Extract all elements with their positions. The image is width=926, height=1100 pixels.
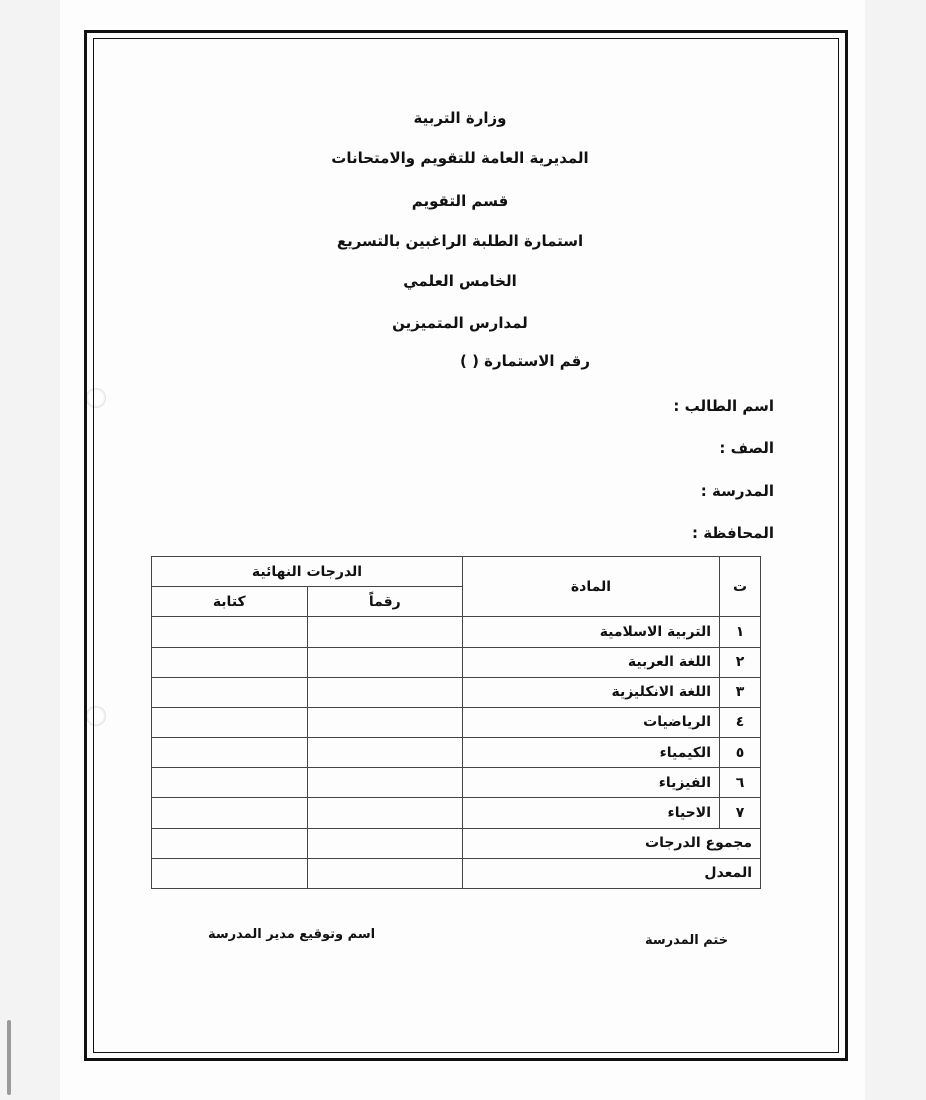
- total-label: مجموع الدرجات: [463, 828, 761, 858]
- row-subject: الفيزياء: [463, 768, 720, 798]
- subject-header: المادة: [463, 557, 720, 617]
- directorate-title: المديرية العامة للتقويم والامتحانات: [331, 149, 589, 167]
- total-digits-cell[interactable]: [307, 828, 463, 858]
- row-index: ٧: [720, 798, 761, 828]
- principal-signature-label: اسم وتوقيع مدير المدرسة: [208, 927, 376, 942]
- row-subject: الاحياء: [463, 798, 720, 828]
- grade-words-cell[interactable]: [152, 647, 308, 677]
- scroll-indicator[interactable]: [7, 1020, 11, 1095]
- class-label: الصف :: [719, 439, 774, 457]
- table-row: [152, 798, 761, 828]
- governorate-label: المحافظة :: [691, 524, 774, 542]
- grade-words-cell[interactable]: [152, 677, 308, 707]
- row-subject: الكيمياء: [463, 738, 720, 768]
- grade-words-cell[interactable]: [152, 738, 308, 768]
- grade-digits-cell[interactable]: [307, 768, 463, 798]
- grade-words-cell[interactable]: [152, 617, 308, 647]
- grade-digits-cell[interactable]: [307, 647, 463, 677]
- final-grades-header: الدرجات النهائية: [152, 557, 463, 587]
- ministry-title: وزارة التربية: [413, 109, 507, 127]
- average-digits-cell[interactable]: [307, 858, 463, 888]
- grade-words-cell[interactable]: [152, 798, 308, 828]
- table-row: [152, 707, 761, 737]
- index-header: ت: [720, 557, 761, 617]
- table-row: [152, 617, 761, 647]
- department-title: قسم التقويم: [411, 192, 509, 210]
- digits-header: رقماً: [307, 587, 463, 617]
- row-index: ١: [720, 617, 761, 647]
- table-header-row: [152, 557, 761, 587]
- grade-digits-cell[interactable]: [307, 617, 463, 647]
- inner-border: [93, 38, 839, 1053]
- grade-words-cell[interactable]: [152, 707, 308, 737]
- table-row: [152, 768, 761, 798]
- row-subject: اللغة العربية: [463, 647, 720, 677]
- row-index: ٥: [720, 738, 761, 768]
- row-index: ٣: [720, 677, 761, 707]
- grade-digits-cell[interactable]: [307, 707, 463, 737]
- table-row: [152, 677, 761, 707]
- form-number: رقم الاستمارة ( ): [460, 352, 590, 370]
- total-words-cell[interactable]: [152, 828, 308, 858]
- school-stamp-label: ختم المدرسة: [645, 933, 729, 948]
- table-row: [152, 647, 761, 677]
- student-name-label: اسم الطالب :: [673, 397, 774, 415]
- form-title: استمارة الطلبة الراغبين بالتسريع: [336, 232, 584, 250]
- average-row: [152, 858, 761, 888]
- grade-title: الخامس العلمي: [403, 272, 517, 290]
- row-index: ٦: [720, 768, 761, 798]
- grade-digits-cell[interactable]: [307, 798, 463, 828]
- row-subject: الرياضيات: [463, 707, 720, 737]
- table-row: [152, 738, 761, 768]
- words-header: كتابة: [152, 587, 308, 617]
- grade-digits-cell[interactable]: [307, 738, 463, 768]
- schools-title: لمدارس المتميزين: [392, 314, 528, 332]
- row-subject: التربية الاسلامية: [463, 617, 720, 647]
- school-label: المدرسة :: [700, 482, 774, 500]
- grade-words-cell[interactable]: [152, 768, 308, 798]
- average-words-cell[interactable]: [152, 858, 308, 888]
- row-index: ٢: [720, 647, 761, 677]
- row-index: ٤: [720, 707, 761, 737]
- row-subject: اللغة الانكليزية: [463, 677, 720, 707]
- grade-digits-cell[interactable]: [307, 677, 463, 707]
- average-label: المعدل: [463, 858, 761, 888]
- grades-table: [151, 556, 761, 889]
- total-row: [152, 828, 761, 858]
